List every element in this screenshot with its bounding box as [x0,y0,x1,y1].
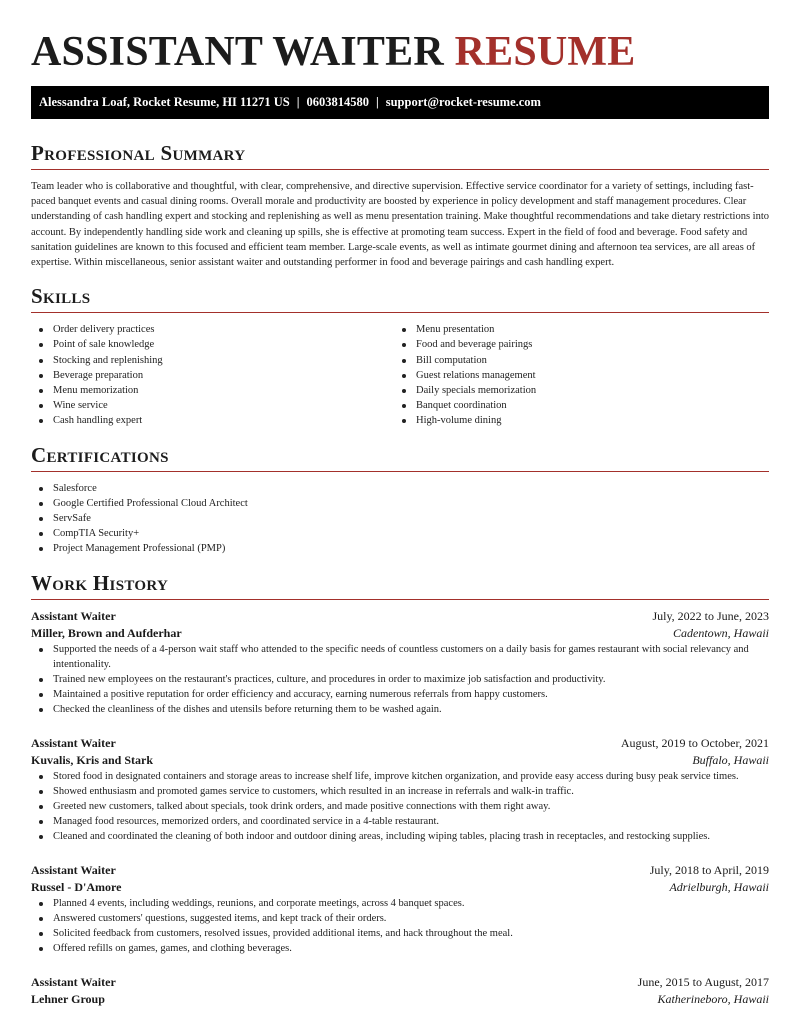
contact-email: support@rocket-resume.com [385,95,541,109]
work-history-section [31,570,769,1008]
certification-item: Project Management Professional (PMP) [31,541,769,556]
skills-section [31,283,769,428]
job-bullet: Trained new employees on the restaurant's practices, culture, and procedures in order to maximize job satisfaction and productivity. [31,672,769,687]
job-entry [31,974,769,1008]
job-bullet: Checked the cleanliness of the dishes and utensils before returning them to be washed again. [31,702,769,717]
job-bullet: Answered customers' questions, suggested items, and kept track of their orders. [31,911,769,926]
job-title: Assistant Waiter [31,862,116,877]
job-location: Buffalo, Hawaii [692,752,769,767]
contact-bar [31,86,769,119]
job-bullet: Cleaned and coordinated the cleaning of both indoor and outdoor dining areas, including wiping tables, placing trash in receptacles, and restocking supplies. [31,829,769,844]
certification-item: ServSafe [31,511,769,526]
skill-item: Order delivery practices [31,322,394,337]
job-title: Assistant Waiter [31,735,116,750]
job-company: Russel - D'Amore [31,879,122,894]
skill-item: High-volume dining [394,413,757,428]
certifications-section [31,442,769,557]
job-location: Katherineboro, Hawaii [657,991,769,1006]
skills-grid [31,322,769,428]
job-entry [31,608,769,718]
skill-item: Wine service [31,398,394,413]
job-location: Cadentown, Hawaii [672,625,769,640]
job-title: Assistant Waiter [31,974,116,989]
job-location: Adrielburgh, Hawaii [669,879,769,894]
skill-item: Menu memorization [31,383,394,398]
job-bullet: Solicited feedback from customers, resolved issues, provided additional items, and hack throughout the meal. [31,926,769,941]
job-company: Miller, Brown and Aufderhar [31,625,182,640]
job-entry [31,862,769,957]
skill-item: Stocking and replenishing [31,353,394,368]
job-title: Assistant Waiter [31,608,116,623]
job-bullets [31,642,769,718]
section-divider [31,599,769,600]
job-bullet: Stored food in designated containers and storage areas to increase shelf life, improve kitchen organization, and provide easy access during busy peak service times. [31,769,769,784]
job-company: Kuvalis, Kris and Stark [31,752,154,767]
certification-item: Google Certified Professional Cloud Architect [31,496,769,511]
section-divider [31,312,769,313]
job-bullet: Showed enthusiasm and promoted games service to customers, which resulted in an increase in referrals and walk-in traffic. [31,784,769,799]
resume-title [31,0,769,77]
job-bullet: Supported the needs of a 4-person wait staff who attended to the specific needs of countless customers on a daily basis for games restaurant with social relevancy and intentionality. [31,642,769,672]
section-divider [31,471,769,472]
skills-right-list [394,322,757,428]
skill-item: Beverage preparation [31,368,394,383]
skill-item: Bill computation [394,353,757,368]
skill-item: Guest relations management [394,368,757,383]
work-history-heading: Work History [31,570,169,595]
skills-heading: Skills [31,284,91,309]
job-bullet: Maintained a positive reputation for order efficiency and accuracy, earning numerous referrals from happy customers. [31,687,769,702]
job-bullet: Planned 4 events, including weddings, reunions, and corporate meetings, across 4 banquet spaces. [31,896,769,911]
certifications-heading: Certifications [31,442,169,467]
skill-item: Daily specials memorization [394,383,757,398]
summary-heading: Professional Summary [31,141,246,165]
job-company: Lehner Group [31,991,105,1006]
contact-separator: | [375,95,379,109]
skill-item: Menu presentation [394,322,757,337]
summary-text: Team leader who is collaborative and thoughtful, with clear, comprehensive, and directive supervision. Effective service coordinator for a variety of settings, including fast-paced banquet events and casual dining rooms. Overall morale and productivity are boosted by experience in policy development and staff management procedures. Clear understanding of cash handling expert and stocking and replenishing as well as menu presentation training. Make thoughtful recommendations and take dietary restrictions into account. By independently handling side work and cleaning up spills, she is effective at promoting team success. Expert in the field of food and beverage. Food safety and sanitation guidelines are known to this focused and efficient team member. Large-scale events, as well as intimate gourmet dining and afternoon tea services, are all areas of expertise. Within miscellaneous, senior assistant waiter and outstanding performer in food and beverage pairings and cash handling expert. [31,181,770,269]
job-bullet: Greeted new customers, talked about specials, took drink orders, and made positive connections with them right away. [31,799,769,814]
job-bullets [31,769,769,845]
skill-item: Point of sale knowledge [31,337,394,352]
job-bullets [31,896,769,957]
job-bullet: Managed food resources, memorized orders, and coordinated service in a 4-table restaurant. [31,814,769,829]
summary-section [31,140,769,270]
skill-item: Banquet coordination [394,398,757,413]
job-dates: July, 2018 to April, 2019 [649,862,769,877]
contact-separator: | [296,95,300,109]
skill-item: Cash handling expert [31,413,394,428]
resume-title-accent: RESUME [454,29,636,75]
job-dates: July, 2022 to June, 2023 [652,608,769,623]
section-divider [31,169,769,170]
contact-phone: 0603814580 [306,95,369,109]
job-dates: June, 2015 to August, 2017 [637,974,769,989]
certifications-list [31,481,769,557]
job-dates: August, 2019 to October, 2021 [620,735,769,750]
resume-title-main: ASSISTANT WAITER [31,29,444,75]
certification-item: Salesforce [31,481,769,496]
job-bullet: Offered refills on games, games, and clothing beverages. [31,941,769,956]
job-entry [31,735,769,845]
contact-name-address: Alessandra Loaf, Rocket Resume, HI 11271 US [39,95,290,109]
certification-item: CompTIA Security+ [31,526,769,541]
skill-item: Food and beverage pairings [394,337,757,352]
skills-left-list [31,322,394,428]
